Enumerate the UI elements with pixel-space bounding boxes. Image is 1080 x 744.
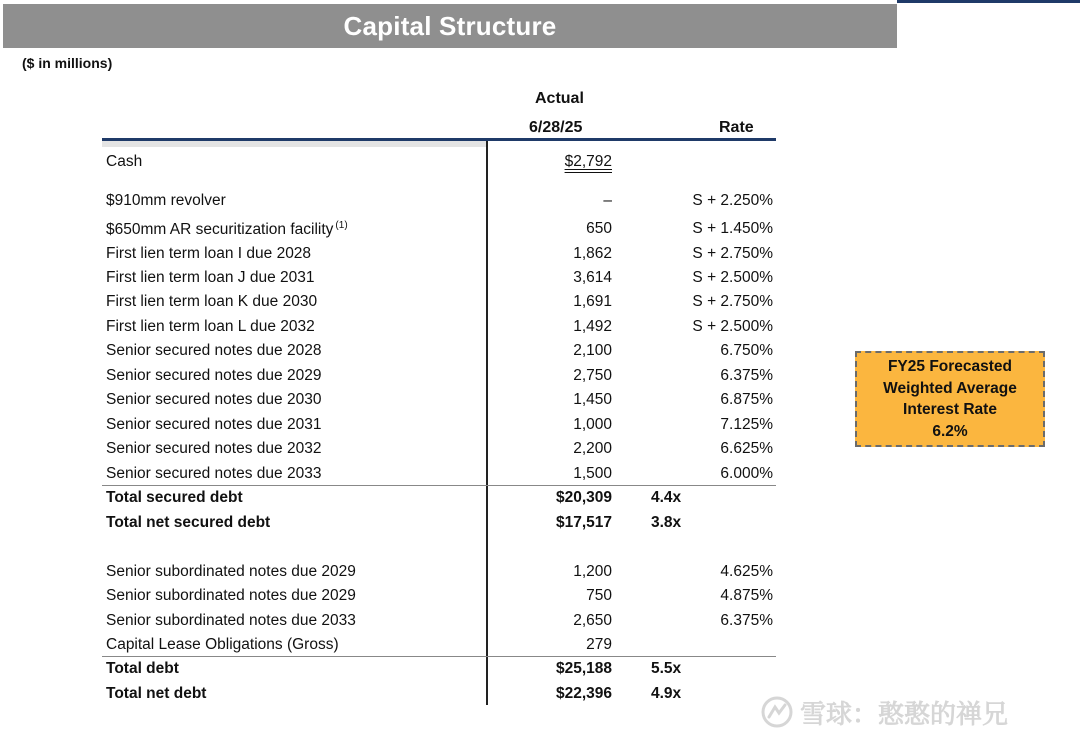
- table-row: [102, 315, 776, 339]
- table-row: [102, 413, 776, 437]
- col-header-date: 6/28/25: [529, 119, 583, 136]
- row-label: Senior secured notes due 2032: [106, 440, 322, 457]
- row-rate: 6.375%: [720, 367, 773, 384]
- row-rate: 6.000%: [720, 465, 773, 482]
- row-amount: 1,450: [573, 391, 612, 408]
- table-row: [102, 584, 776, 608]
- row-rate: 7.125%: [720, 416, 773, 433]
- row-rate: S + 2.750%: [692, 245, 773, 262]
- row-amount: $17,517: [555, 514, 612, 531]
- col-header-actual: Actual: [535, 90, 584, 107]
- row-amount: $20,309: [555, 489, 612, 506]
- table-row: [102, 217, 776, 241]
- row-amount: 650: [586, 220, 612, 237]
- table-row-cash: [102, 150, 776, 174]
- row-label: Senior secured notes due 2028: [106, 342, 322, 359]
- row-rate: S + 2.750%: [692, 293, 773, 310]
- row-label: Senior subordinated notes due 2033: [106, 612, 356, 629]
- header-shade: [102, 141, 487, 147]
- row-label: Total net secured debt: [106, 514, 271, 531]
- row-label: Total secured debt: [106, 489, 243, 506]
- table-row-total-net-secured: [102, 511, 776, 535]
- table-row: [102, 242, 776, 266]
- row-label: First lien term loan K due 2030: [106, 293, 318, 310]
- footnote-marker: (1): [335, 220, 348, 231]
- row-label: Senior secured notes due 2030: [106, 391, 322, 408]
- table-row-total-debt: [102, 656, 776, 681]
- table-row: [102, 290, 776, 314]
- row-label: Cash: [106, 153, 143, 170]
- row-label: $910mm revolver: [106, 192, 226, 209]
- row-amount: 2,750: [573, 367, 612, 384]
- row-amount: $25,188: [555, 660, 612, 677]
- row-label: Senior subordinated notes due 2029: [106, 587, 356, 604]
- row-multiple: 4.9x: [651, 685, 682, 702]
- table-row: [102, 437, 776, 461]
- row-rate: S + 1.450%: [692, 220, 773, 237]
- row-rate: S + 2.500%: [692, 318, 773, 335]
- table-row: [102, 339, 776, 363]
- row-label: Senior secured notes due 2031: [106, 416, 322, 433]
- row-amount: 1,000: [573, 416, 612, 433]
- row-rate: S + 2.500%: [692, 269, 773, 286]
- row-label: First lien term loan L due 2032: [106, 318, 315, 335]
- row-label: Capital Lease Obligations (Gross): [106, 636, 339, 653]
- row-label: Senior secured notes due 2033: [106, 465, 322, 482]
- row-label-wrap: [106, 220, 348, 239]
- row-rate: 6.375%: [720, 612, 773, 629]
- row-amount: 1,691: [573, 293, 612, 310]
- page-title: Capital Structure: [3, 4, 897, 48]
- row-rate: 6.875%: [720, 391, 773, 408]
- table-row: [102, 388, 776, 412]
- watermark: [760, 693, 1060, 731]
- row-rate: 4.625%: [720, 563, 773, 580]
- row-rate: S + 2.250%: [692, 192, 773, 209]
- row-amount: $2,792: [564, 153, 612, 170]
- row-amount: 2,200: [573, 440, 612, 457]
- callout-line: FY25 Forecasted: [887, 358, 1013, 375]
- table-row: [102, 560, 776, 584]
- row-multiple: 5.5x: [651, 660, 682, 677]
- row-rate: 6.750%: [720, 342, 773, 359]
- row-amount: 2,100: [573, 342, 612, 359]
- row-multiple: 4.4x: [651, 489, 682, 506]
- row-amount: 2,650: [573, 612, 612, 629]
- callout-rate-value: 6.2%: [932, 422, 968, 440]
- row-label: $650mm AR securitization facility: [106, 221, 334, 238]
- row-label: Senior subordinated notes due 2029: [106, 563, 356, 580]
- row-amount: $22,396: [555, 685, 612, 702]
- snowball-logo-icon: [760, 695, 794, 729]
- row-amount: 750: [586, 587, 612, 604]
- row-rate: 6.625%: [720, 440, 773, 457]
- row-label: First lien term loan J due 2031: [106, 269, 315, 286]
- row-multiple: 3.8x: [651, 514, 682, 531]
- watermark-text: 雪球：憨憨的禅兄: [800, 698, 1009, 729]
- row-label: Senior secured notes due 2029: [106, 367, 322, 384]
- row-amount: 3,614: [573, 269, 612, 286]
- row-amount: 1,862: [573, 245, 612, 262]
- callout-line: Interest Rate: [903, 401, 997, 418]
- top-right-accent-line: [897, 0, 1080, 3]
- row-amount: 1,492: [573, 318, 612, 335]
- col-header-rate: Rate: [719, 119, 754, 136]
- row-amount: –: [603, 192, 612, 209]
- table-row: [102, 266, 776, 290]
- row-label: Total debt: [106, 660, 179, 677]
- callout-line: Weighted Average: [883, 379, 1017, 397]
- row-label: Total net debt: [106, 685, 207, 702]
- table-row: [102, 633, 776, 657]
- table-row: [102, 189, 776, 213]
- table-row: [102, 462, 776, 486]
- forecast-rate-callout: [855, 351, 1045, 447]
- table-row: [102, 364, 776, 388]
- table-row-total-secured: [102, 485, 776, 510]
- row-amount: 1,500: [573, 465, 612, 482]
- row-rate: 4.875%: [720, 587, 773, 604]
- row-label: First lien term loan I due 2028: [106, 245, 312, 262]
- row-amount: 1,200: [573, 563, 612, 580]
- table-row: [102, 609, 776, 633]
- row-amount: 279: [586, 636, 612, 653]
- table-row-total-net-debt: [102, 682, 776, 706]
- units-note: ($ in millions): [22, 55, 113, 71]
